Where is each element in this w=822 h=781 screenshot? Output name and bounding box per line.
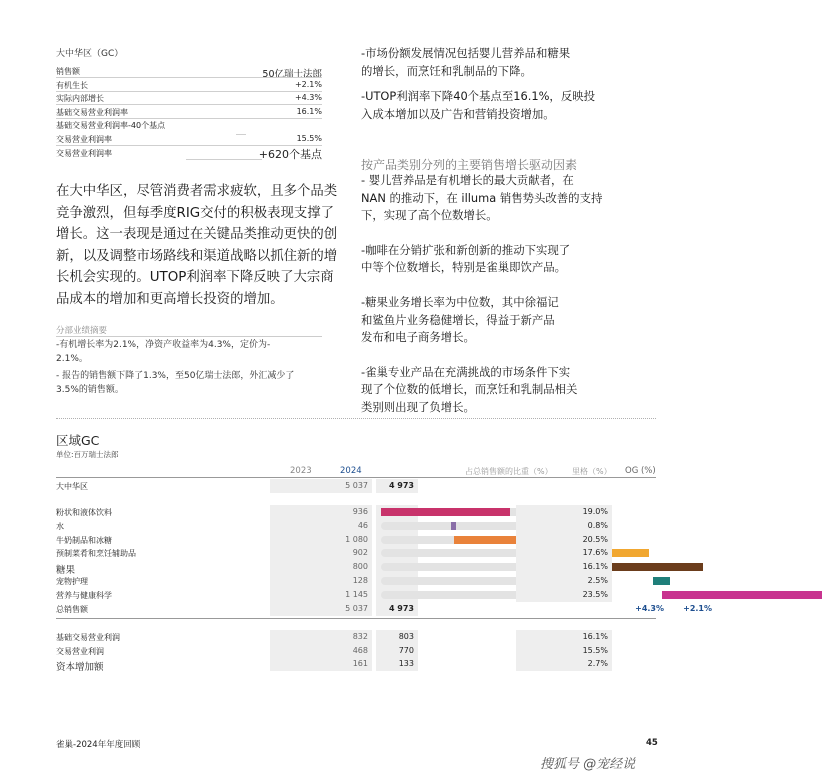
- value-2023: 902: [270, 546, 372, 560]
- table-unit: 单位:百万瑞士法郎: [56, 450, 119, 459]
- summary-row-value: +620个基点: [258, 148, 322, 161]
- share-value: 16.1%: [516, 560, 612, 574]
- share-value: 2.7%: [516, 657, 612, 671]
- share-value: 0.8%: [516, 519, 612, 533]
- segment-summary-body: [56, 339, 294, 397]
- summary-row: [56, 80, 322, 92]
- paragraph-line: 品成本的增加和更高增长投资的增加。: [56, 291, 284, 307]
- summary-row-value: +4.3%: [294, 93, 322, 102]
- market-share-notes: [361, 45, 595, 123]
- summary-row: [56, 107, 322, 119]
- paragraph-line: 长机会实现的。UTOP利润率下降反映了大宗商: [56, 270, 334, 285]
- right-note-line: -UTOP利润率下降40个基点至16.1%，反映投: [361, 89, 595, 104]
- summary-row-label: 基础交易营业利润率: [56, 108, 128, 117]
- driver-line: - 婴儿营养品是有机增长的最大贡献者，在: [361, 173, 574, 187]
- share-value: 2.5%: [516, 574, 612, 588]
- paragraph-line: 增长。这一表现是通过在关键品类推动更快的创: [56, 227, 338, 242]
- segment-summary-line: -有机增长率为2.1%，净资产收益率为4.3%，定价为-: [56, 340, 271, 350]
- driver-paragraph: [361, 172, 602, 225]
- value-2023: 832: [270, 630, 372, 644]
- summary-title: 大中华区（GC）: [56, 49, 124, 59]
- driver-line: -雀巢专业产品在充满挑战的市场条件下实: [361, 364, 571, 379]
- paragraph-line: 新，以及调整市场路线和渠道战略以抓住新的增: [56, 248, 338, 264]
- gc-narrative-paragraph: [56, 181, 337, 310]
- driver-line: 发布和电子商务增长。: [361, 330, 475, 345]
- value-2024: 133: [376, 657, 418, 671]
- region-row: [56, 479, 656, 494]
- footer-title: 雀巢-2024年年度回顾: [56, 740, 141, 750]
- watermark: 搜狐号 @宠经说: [540, 757, 636, 772]
- summary-row-divider: [56, 77, 322, 78]
- row-label: 大中华区: [56, 482, 88, 491]
- value-2024: 770: [376, 644, 418, 658]
- driver-line: 类别则出现了负增长。: [361, 399, 475, 414]
- value-2023: 5 037: [270, 602, 372, 616]
- value-2024: 803: [376, 630, 418, 644]
- driver-line: -糖果业务增长率为中位数，其中徐福记: [361, 294, 559, 309]
- summary-row-divider: [56, 91, 322, 92]
- driver-line: -咖啡在分销扩张和新创新的推动下实现了: [361, 242, 571, 257]
- value-2023: 936: [270, 505, 372, 519]
- summary-row-value: 15.5%: [296, 134, 322, 143]
- share-value: 20.5%: [516, 533, 612, 547]
- value-2023: 161: [270, 657, 372, 671]
- value-2023: 1 080: [270, 533, 372, 547]
- summary-row-divider: [186, 159, 262, 160]
- value-2023: 5 037: [270, 479, 372, 493]
- col-header-share: 占总销售额的比重（%）: [465, 467, 553, 476]
- driver-line: 和鲨鱼片业务稳健增长，得益于新产品: [361, 312, 555, 327]
- category-row: [56, 546, 656, 561]
- page-number: 45: [646, 738, 658, 748]
- value-2023: 468: [270, 644, 372, 658]
- table-divider: [56, 618, 656, 619]
- summary-row-label: 销售额: [56, 67, 80, 76]
- share-value: 15.5%: [516, 644, 612, 658]
- summary-row: [56, 148, 322, 160]
- row-label: 糖果: [56, 565, 76, 576]
- row-label: 宠物护理: [56, 577, 88, 586]
- summary-row-divider: [56, 118, 322, 119]
- col-header-2024: 2024: [340, 466, 362, 476]
- value-2024: 4 973: [376, 479, 418, 493]
- summary-row: [56, 120, 322, 132]
- summary-row-value: 50亿瑞士法郎: [262, 69, 322, 80]
- summary-row-label: 交易营业利润率: [56, 135, 112, 144]
- right-note-line: [361, 80, 595, 88]
- profit-row: [56, 630, 656, 645]
- col-header-rig: 里格（%）: [572, 467, 612, 476]
- row-label: 水: [56, 522, 64, 531]
- paragraph-line: 竞争激烈，但每季度RIG交付的积极表现支撑了: [56, 205, 335, 221]
- value-2023: 128: [270, 574, 372, 588]
- row-label: 粉状和液体饮料: [56, 508, 112, 517]
- right-note-line: 的增长，而烹饪和乳制品的下降。: [361, 63, 532, 78]
- summary-row-divider: [56, 104, 322, 105]
- summary-row-value: 16.1%: [296, 107, 322, 116]
- share-bar: [653, 577, 670, 585]
- col-header-og: OG (%): [625, 466, 656, 476]
- paragraph-line: 在大中华区，尽管消费者需求疲软，且多个品类: [56, 184, 338, 199]
- row-label: 交易营业利润: [56, 647, 104, 656]
- share-bar: [662, 591, 822, 599]
- table-title: 区域GC: [56, 433, 100, 448]
- value-2024: 4 973: [376, 602, 418, 616]
- row-label: 资本增加额: [56, 662, 104, 673]
- row-label: 营养与健康科学: [56, 591, 112, 600]
- rig-value: +4.3%: [635, 604, 664, 613]
- category-row: [56, 588, 656, 603]
- row-label: 预制菜肴和烹饪辅助品: [56, 549, 136, 558]
- share-value: 16.1%: [516, 630, 612, 644]
- value-2023: 46: [270, 519, 372, 533]
- driver-line: NAN 的推动下，在 illuma 销售势头改善的支持: [361, 190, 603, 205]
- summary-row-label: 交易营业利润率: [56, 149, 112, 158]
- driver-paragraph: [361, 364, 602, 417]
- share-value: 23.5%: [516, 588, 612, 602]
- right-note-line: -市场份额发展情况包括婴儿营养品和糖果: [361, 46, 571, 60]
- share-bar: [451, 522, 456, 530]
- summary-row-label: 基础交易营业利润率-40个基点: [56, 121, 166, 130]
- summary-row: [56, 93, 322, 105]
- driver-line: 现了个位数的低增长，而烹饪和乳制品相关: [361, 382, 578, 397]
- og-value: +2.1%: [683, 604, 712, 613]
- category-row: [56, 505, 656, 520]
- value-2023: 800: [270, 560, 372, 574]
- summary-row-value: +2.1%: [294, 80, 322, 89]
- summary-row: [56, 66, 322, 78]
- drivers-paragraphs: [361, 172, 602, 417]
- category-row: [56, 519, 656, 534]
- category-row: [56, 574, 656, 589]
- segment-summary-line: 2.1%。: [56, 353, 88, 364]
- row-label: 牛奶制品和冰糖: [56, 536, 112, 545]
- driver-line: 下，实现了高个位数增长。: [361, 208, 498, 223]
- value-2023: 1 145: [270, 588, 372, 602]
- share-value: 19.0%: [516, 505, 612, 519]
- summary-row: [56, 134, 322, 146]
- right-note-line: 入成本增加以及广告和营销投资增加。: [361, 106, 555, 121]
- segment-summary-title: 分部业绩摘要: [56, 326, 108, 336]
- category-row: [56, 560, 656, 575]
- total-row: [56, 602, 712, 617]
- col-header-2023: 2023: [290, 466, 312, 476]
- row-label: 总销售额: [56, 605, 88, 614]
- driver-paragraph: [361, 294, 602, 347]
- summary-row-label: 有机生长: [56, 81, 88, 90]
- row-label: 基础交易营业利润: [56, 633, 120, 642]
- summary-row-label: 实际内部增长: [56, 94, 104, 103]
- profit-row: [56, 657, 656, 672]
- segment-summary-line: - 报告的销售额下降了1.3%，至50亿瑞士法郎，外汇减少了: [56, 371, 295, 381]
- share-bar: [381, 508, 510, 516]
- segment-summary-line: 3.5%的销售额。: [56, 384, 124, 395]
- driver-line: 中等个位数增长，特别是雀巢即饮产品。: [361, 260, 567, 275]
- drivers-section-title: 按产品类别分列的主要销售增长驱动因素: [361, 158, 578, 172]
- share-value: 17.6%: [516, 546, 612, 560]
- driver-paragraph: [361, 242, 602, 277]
